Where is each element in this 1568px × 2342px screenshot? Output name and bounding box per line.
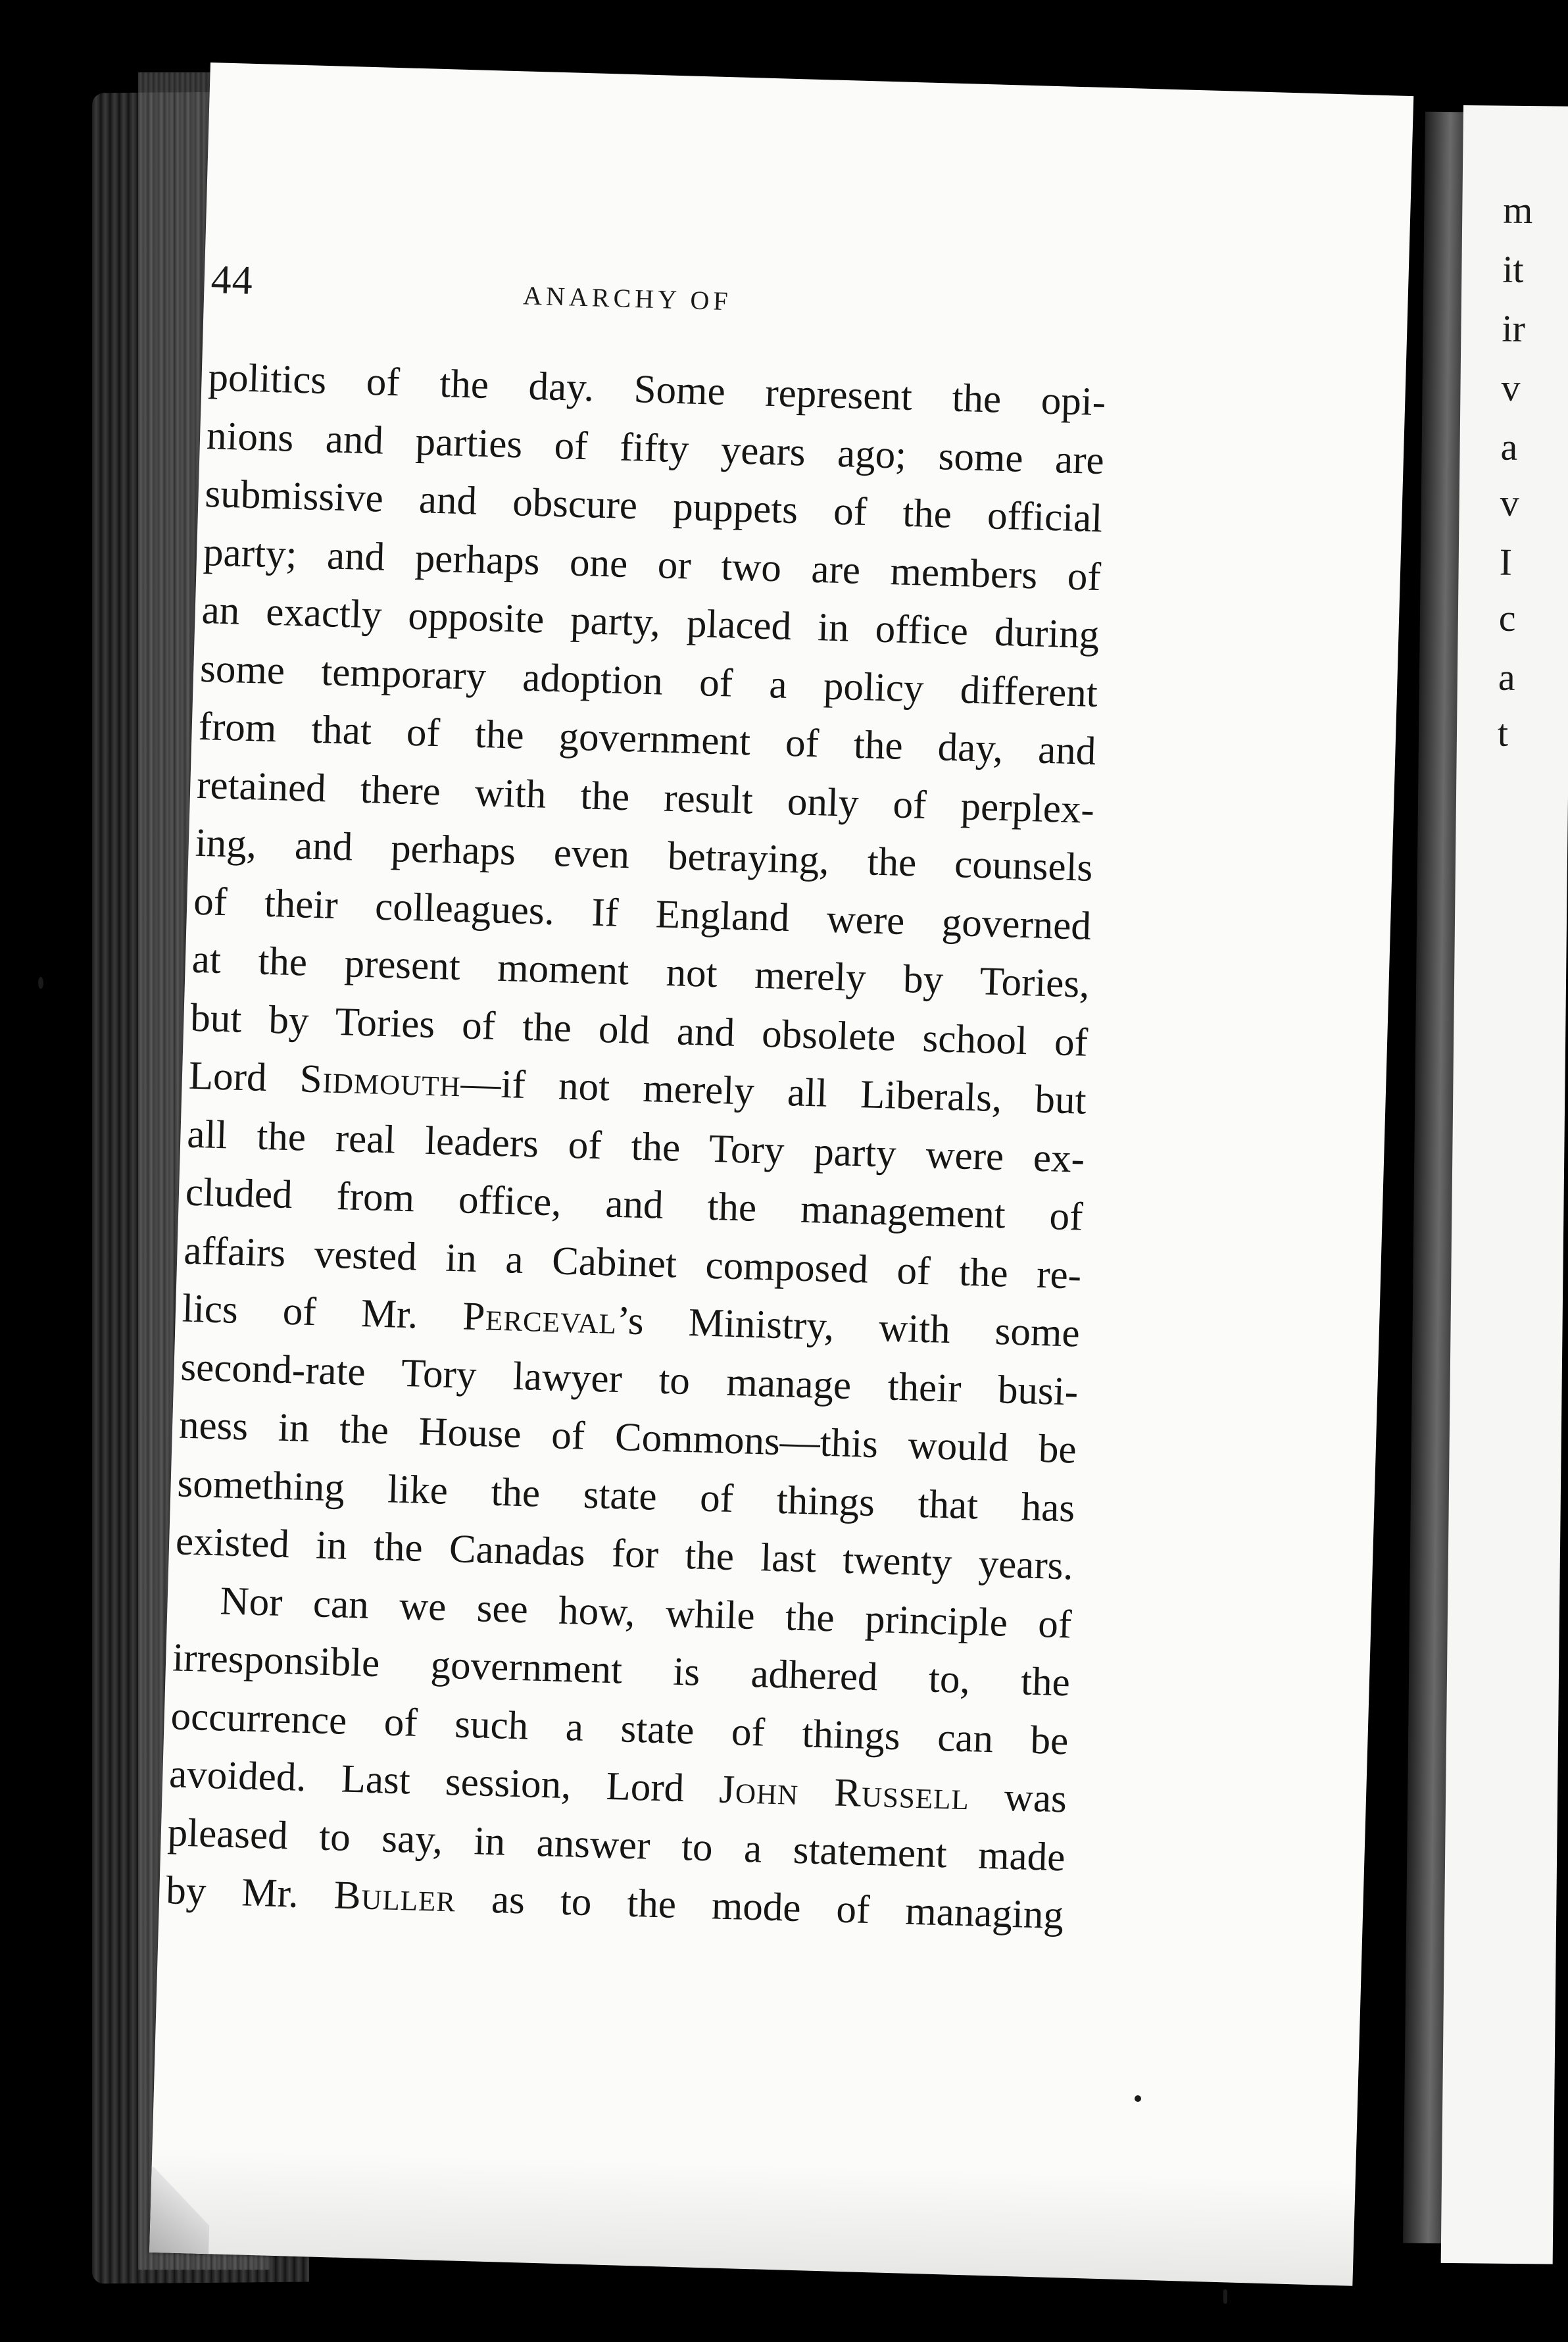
text-line: Lord Sidmouth—if not merely all Liberals, but xyxy=(188,1053,1087,1123)
body-text xyxy=(165,349,1106,1945)
text-line: at the present moment not merely by Tories, xyxy=(191,937,1090,1007)
facing-fragment: c xyxy=(1498,596,1516,639)
small-caps-name: Sidmouth xyxy=(299,1057,462,1106)
facing-fragment: v xyxy=(1501,366,1521,409)
text-line: something like the state of things that has xyxy=(176,1460,1076,1531)
text-line: by Mr. Buller as to the mode of managing xyxy=(165,1868,1064,1938)
text-line: cluded from office, and the management of xyxy=(185,1170,1084,1239)
text-line: an exactly opposite party, placed in office during xyxy=(201,587,1100,658)
running-head-title: ANARCHY OF xyxy=(522,280,733,316)
text-line: politics of the day. Some represent the opi- xyxy=(207,355,1107,425)
print-speck xyxy=(1135,2095,1141,2102)
text-line: retained there with the result only of perplex- xyxy=(196,762,1095,832)
running-head xyxy=(210,257,1198,337)
facing-fragment: a xyxy=(1500,425,1518,468)
facing-fragment: ir xyxy=(1502,307,1526,350)
scan-speck xyxy=(38,977,43,989)
text-line: but by Tories of the old and obsolete school of xyxy=(189,995,1089,1065)
text-line: pleased to say, in answer to a statement made xyxy=(166,1810,1066,1880)
scan-speck xyxy=(1223,2289,1227,2304)
text-line: avoided. Last session, Lord John Russell was xyxy=(168,1752,1067,1822)
paragraph-start-line: Nor can we see how, while the principle of xyxy=(219,1578,1073,1647)
text-line: ing, and perhaps even betraying, the counsels xyxy=(194,820,1094,890)
facing-fragment: t xyxy=(1497,711,1509,755)
text-line: party; and perhaps one or two are members of xyxy=(203,530,1102,599)
text-line: all the real leaders of the Tory party were ex- xyxy=(186,1112,1085,1182)
facing-fragment: v xyxy=(1500,481,1520,524)
text-line: nions and parties of fifty years ago; some are xyxy=(206,413,1105,483)
facing-fragment: a xyxy=(1498,655,1515,699)
text-line: lics of Mr. Perceval’s Ministry, with some xyxy=(182,1286,1081,1356)
text-line: occurrence of such a state of things can be xyxy=(170,1693,1069,1763)
small-caps-name: Buller xyxy=(333,1873,456,1921)
facing-fragment: it xyxy=(1502,247,1524,291)
text-line: ness in the House of Commons—this would be xyxy=(178,1403,1077,1472)
text-line: from that of the government of the day, and xyxy=(197,704,1097,774)
text-line: of their colleagues. If England were governed xyxy=(193,879,1092,949)
paragraph-end-line: existed in the Canadas for the last twenty years. xyxy=(175,1519,1074,1589)
page-number: 44 xyxy=(210,257,254,303)
text-line: second-rate Tory lawyer to manage their busi- xyxy=(180,1345,1079,1414)
facing-fragment: I xyxy=(1499,540,1513,584)
text-line: affairs vested in a Cabinet composed of the re- xyxy=(183,1228,1082,1298)
text-line: submissive and obscure puppets of the official xyxy=(204,472,1104,541)
small-caps-name: Perceval xyxy=(462,1294,618,1343)
facing-fragment: m xyxy=(1502,188,1533,232)
small-caps-name: John Russell xyxy=(718,1767,970,1819)
text-line: irresponsible government is adhered to, the xyxy=(172,1635,1071,1705)
text-line: some temporary adoption of a policy different xyxy=(199,646,1098,716)
